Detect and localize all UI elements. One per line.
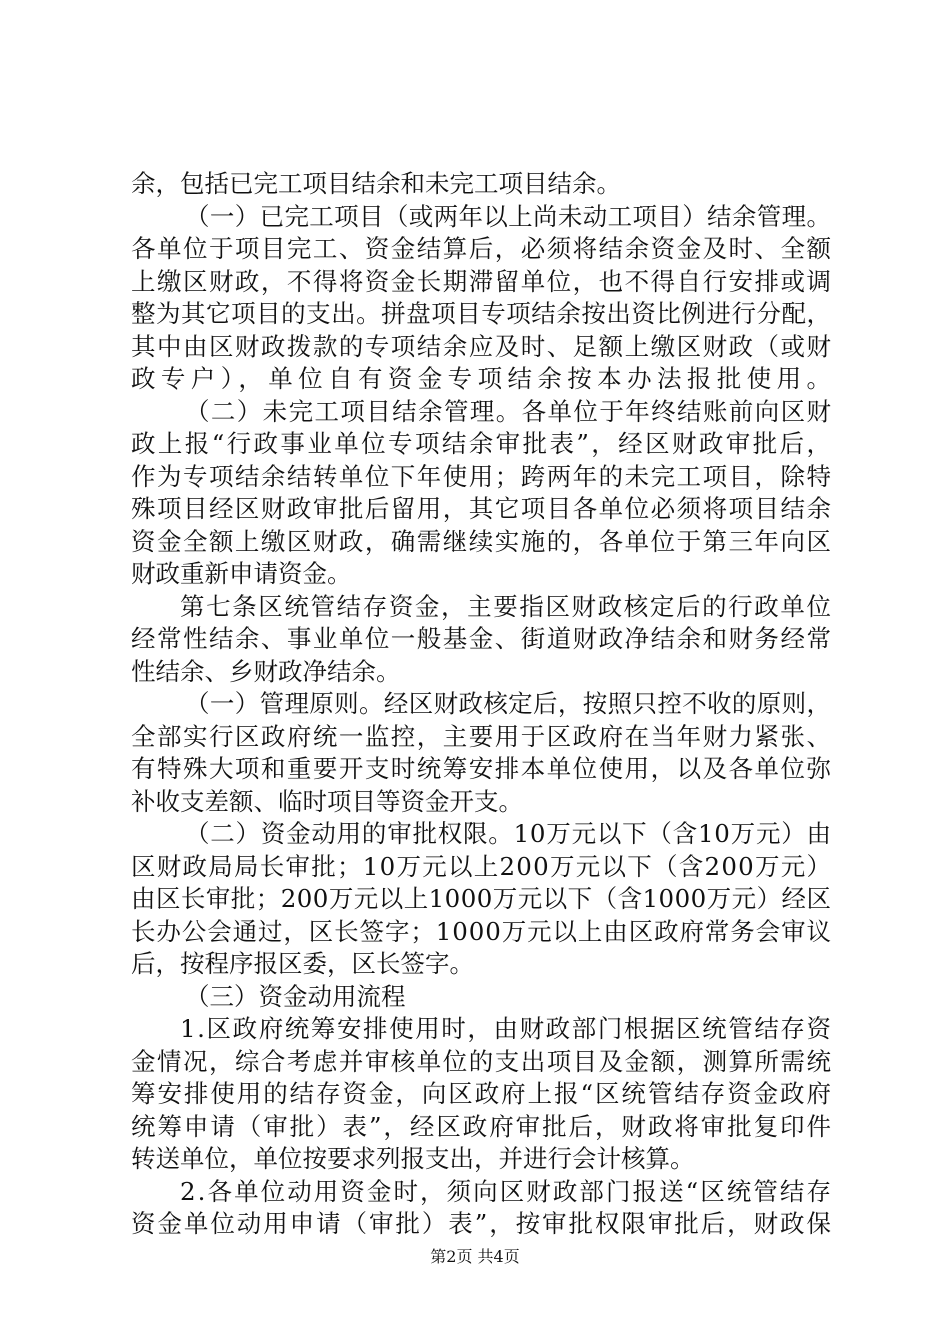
text-line: 2.各单位动用资金时，须向区财政部门报送“区统管结存 [180, 1176, 834, 1206]
document-body [131, 168, 837, 1241]
text-line: 整为其它项目的支出。拼盘项目专项结余按出资比例进行分配， [131, 299, 832, 328]
text-line: 筹安排使用的结存资金，向区政府上报“区统管结存资金政府 [131, 1079, 833, 1108]
text-line: 统筹申请（审批）表”，经区政府审批后，财政将审批复印件 [131, 1111, 833, 1141]
text-line: （一）管理原则。经区财政核定后，按照只控不收的原则， [185, 689, 832, 718]
text-line: （二）未完工项目结余管理。各单位于年终结账前向区财 [185, 396, 833, 426]
text-line: 其中由区财政拨款的专项结余应及时、足额上缴区财政（或财 [131, 331, 833, 361]
text-line: 1.区政府统筹安排使用时，由财政部门根据区统管结存资 [180, 1014, 833, 1043]
text-line: 殊项目经区财政审批后留用，其它项目各单位必须将项目结余 [131, 494, 833, 523]
text-line: 财政重新申请资金。 [131, 559, 352, 588]
text-line: 资金全额上缴区财政，确需继续实施的，各单位于第三年向区 [131, 526, 833, 556]
text-line: 补收支差额、临时项目等资金开支。 [131, 786, 523, 816]
page-footer: 第2页 共4页 [430, 1247, 520, 1266]
text-line: 第七条区统管结存资金，主要指区财政核定后的行政单位 [180, 591, 833, 621]
text-line: 资金单位动用申请（审批）表”，按审批权限审批后，财政保 [131, 1209, 833, 1238]
text-line: 经常性结余、事业单位一般基金、街道财政净结余和财务经常 [131, 624, 833, 653]
text-line: 区财政局局长审批；10万元以上200万元以下（含200万元） [131, 851, 833, 881]
text-line: 后，按程序报区委，区长签字。 [131, 949, 474, 978]
text-line: 政专户），单位自有资金专项结余按本办法报批使用。 [131, 364, 837, 393]
text-line: 全部实行区政府统一监控，主要用于区政府在当年财力紧张、 [131, 721, 833, 751]
text-line: 政上报“行政事业单位专项结余审批表”，经区财政审批后， [131, 429, 834, 458]
text-line: 余，包括已完工项目结余和未完工项目结余。 [131, 169, 621, 198]
text-line: 金情况，综合考虑并审核单位的支出项目及金额，测算所需统 [131, 1046, 833, 1076]
text-line: 有特殊大项和重要开支时统筹安排本单位使用，以及各单位弥 [131, 754, 833, 783]
text-line: 转送单位，单位按要求列报支出，并进行会计核算。 [131, 1144, 695, 1173]
text-line: 作为专项结余结转单位下年使用；跨两年的未完工项目，除特 [131, 461, 833, 491]
text-line: 各单位于项目完工、资金结算后，必须将结余资金及时、全额 [131, 234, 833, 263]
text-line: （一）已完工项目（或两年以上尚未动工项目）结余管理。 [185, 201, 832, 231]
text-line: （三）资金动用流程 [185, 981, 406, 1011]
text-line: 上缴区财政，不得将资金长期滞留单位，也不得自行安排或调 [131, 266, 833, 296]
text-line: 性结余、乡财政净结余。 [131, 656, 401, 686]
text-line: 由区长审批；200万元以上1000万元以下（含1000万元）经区 [131, 884, 832, 913]
text-line: 长办公会通过，区长签字；1000万元以上由区政府常务会审议 [131, 916, 832, 946]
text-line: （二）资金动用的审批权限。10万元以下（含10万元）由 [185, 819, 832, 848]
